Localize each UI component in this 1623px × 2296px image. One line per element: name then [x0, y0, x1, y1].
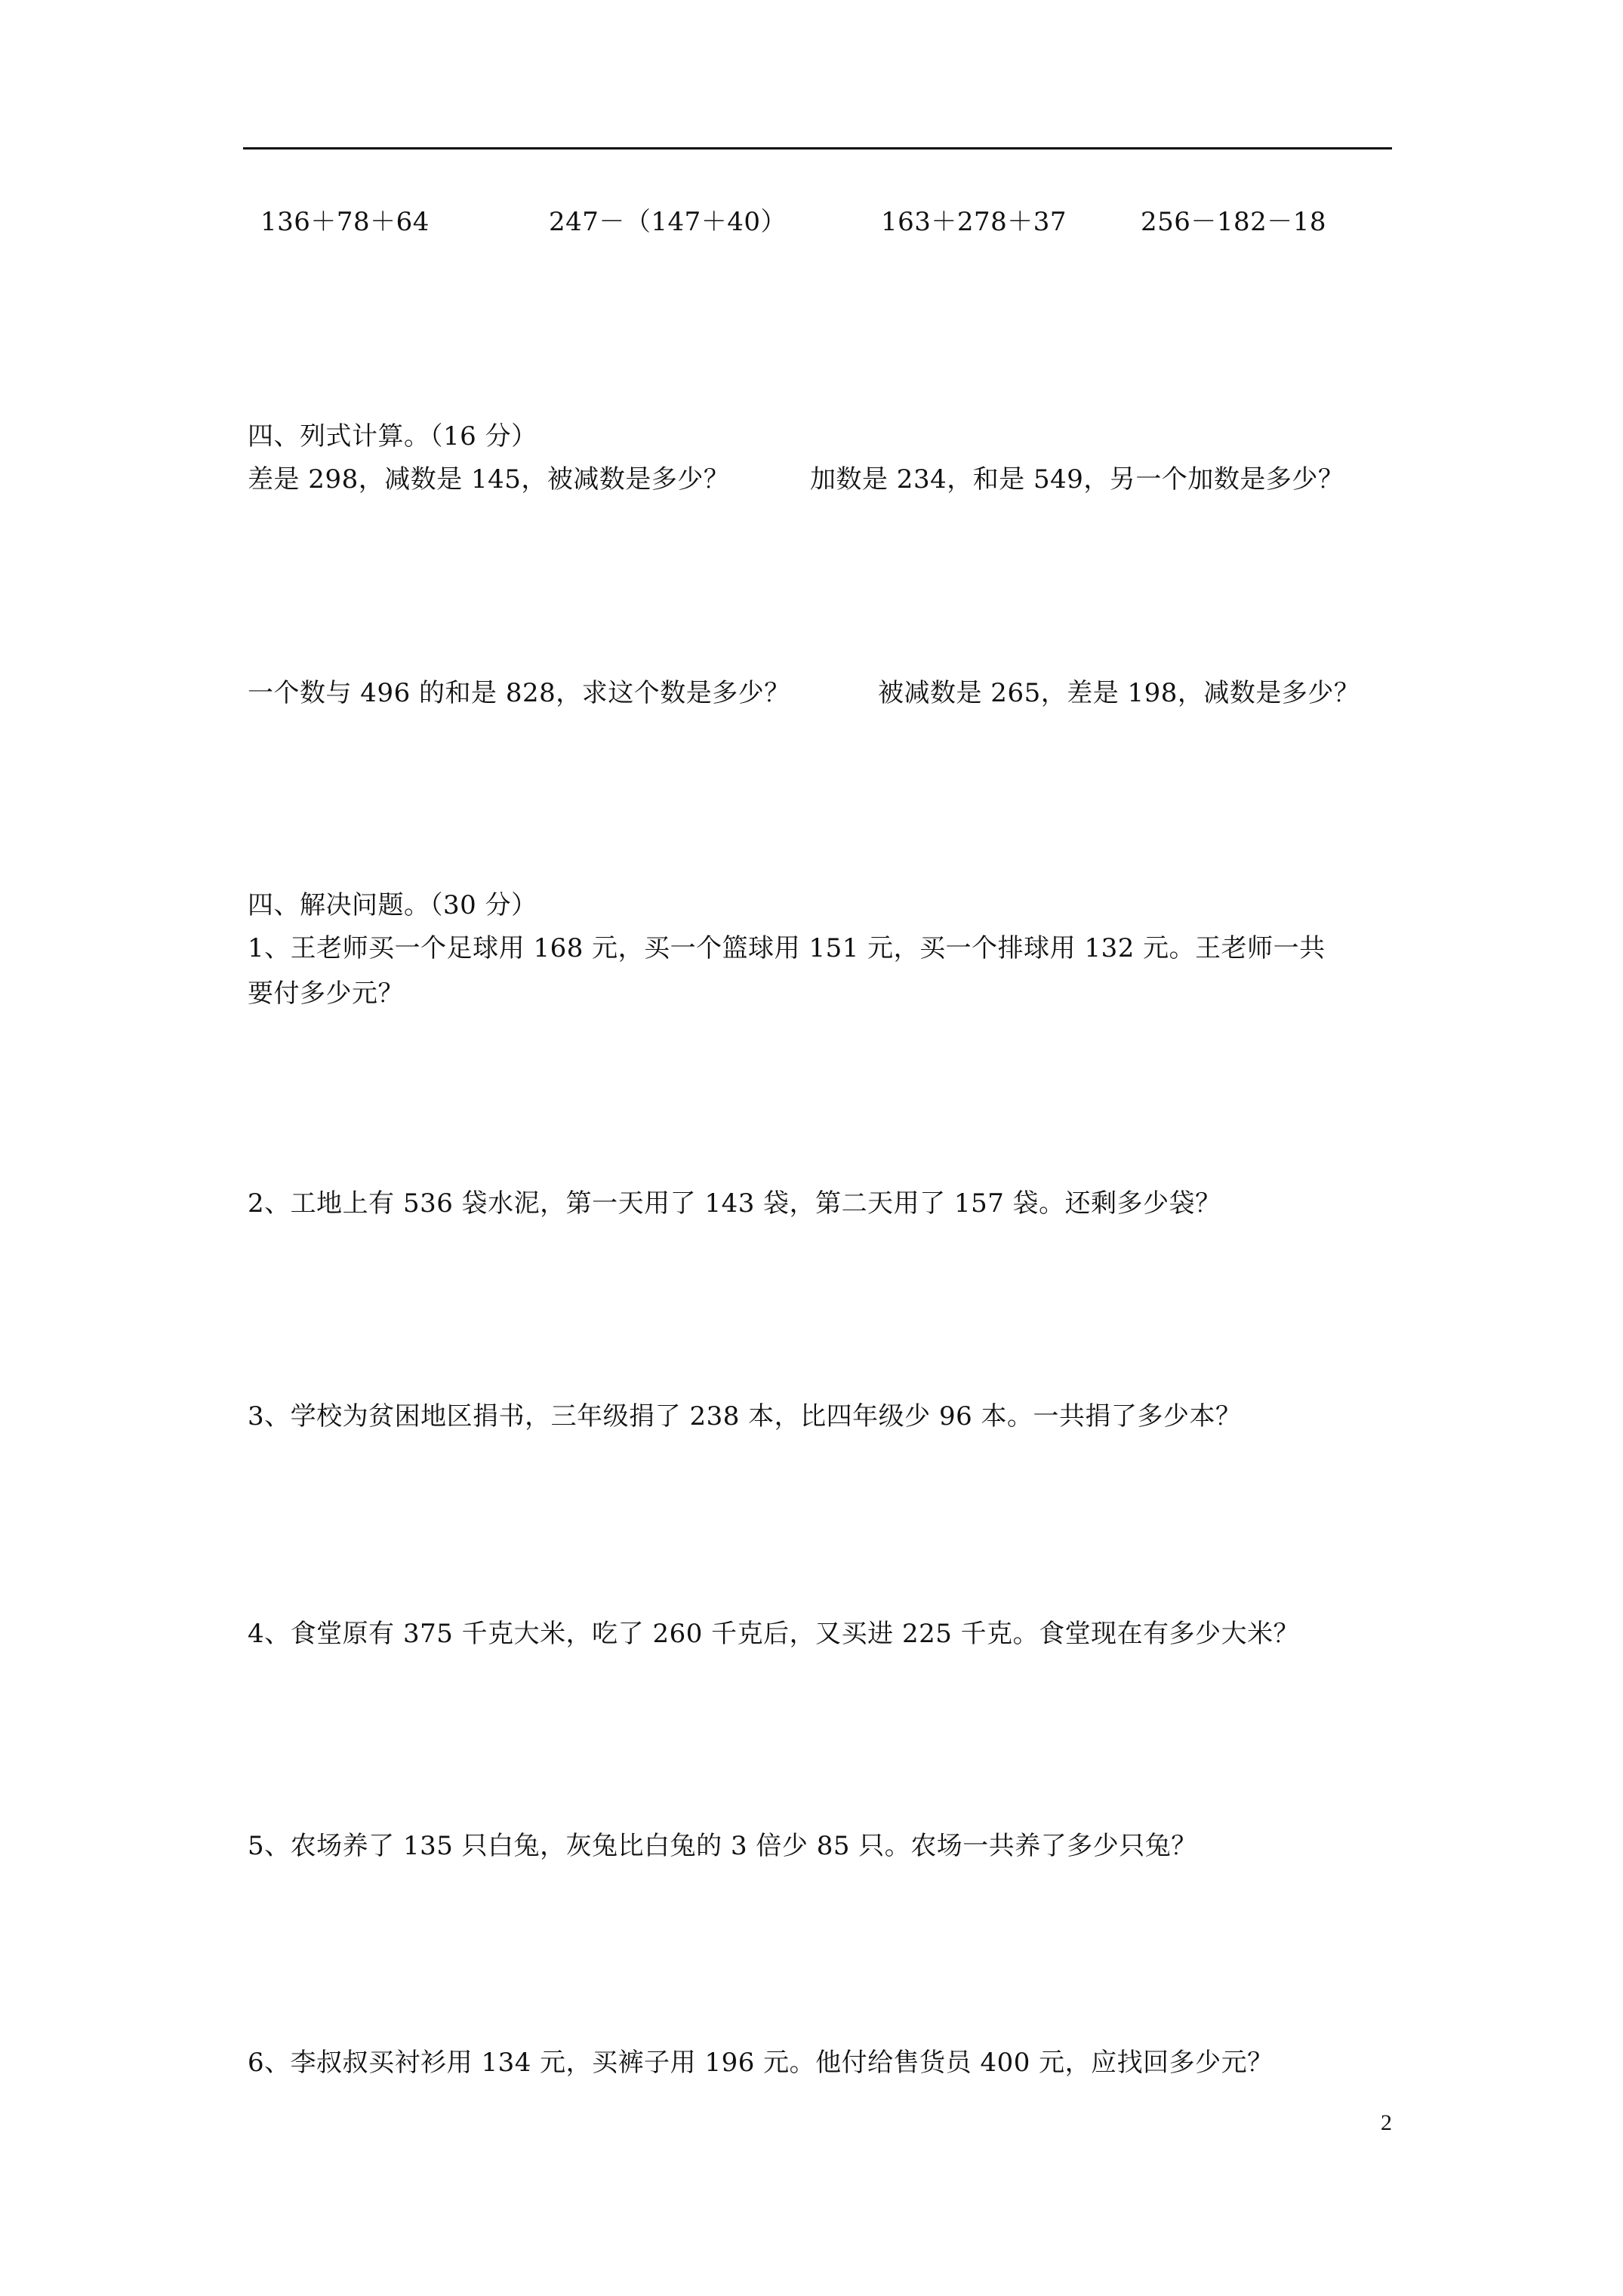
- list-calc-item-4: 被减数是 265，差是 198，减数是多少？: [878, 678, 1360, 708]
- problem-6: 6、李叔叔买衬衫用 134 元，买裤子用 196 元。他付给售货员 400 元，应找回多少元？: [248, 2048, 1273, 2078]
- page-number: 2: [1381, 2110, 1392, 2135]
- problem-1-line-2: 要付多少元？: [248, 978, 404, 1009]
- problem-5: 5、农场养了 135 只白兔，灰兔比白兔的 3 倍少 85 只。农场一共养了多少只兔？: [248, 1831, 1197, 1861]
- list-calc-item-3: 一个数与 496 的和是 828，求这个数是多少？: [248, 678, 790, 708]
- expression-4: 256－182－18: [1141, 207, 1327, 237]
- problem-4: 4、食堂原有 375 千克大米，吃了 260 千克后，又买进 225 千克。食堂现在有多少大米？: [248, 1619, 1300, 1649]
- problem-2: 2、工地上有 536 袋水泥，第一天用了 143 袋，第二天用了 157 袋。还剩多少袋？: [248, 1188, 1221, 1219]
- list-calc-item-2: 加数是 234，和是 549，另一个加数是多少？: [810, 464, 1344, 495]
- expression-3: 163＋278＋37: [881, 207, 1067, 237]
- problem-1-line-1: 1、王老师买一个足球用 168 元，买一个篮球用 151 元，买一个排球用 132 元。王老师一共: [248, 933, 1326, 963]
- section-title-list-calc: 四、列式计算。（16 分）: [248, 421, 537, 451]
- expression-1: 136＋78＋64: [260, 207, 430, 237]
- section-title-problems: 四、解决问题。（30 分）: [248, 890, 537, 920]
- list-calc-item-1: 差是 298，减数是 145，被减数是多少？: [248, 464, 730, 495]
- header-rule: [243, 147, 1392, 149]
- problem-3: 3、学校为贫困地区捐书，三年级捐了 238 本，比四年级少 96 本。一共捐了多少本？: [248, 1401, 1242, 1432]
- expression-2: 247－（147＋40）: [549, 207, 787, 237]
